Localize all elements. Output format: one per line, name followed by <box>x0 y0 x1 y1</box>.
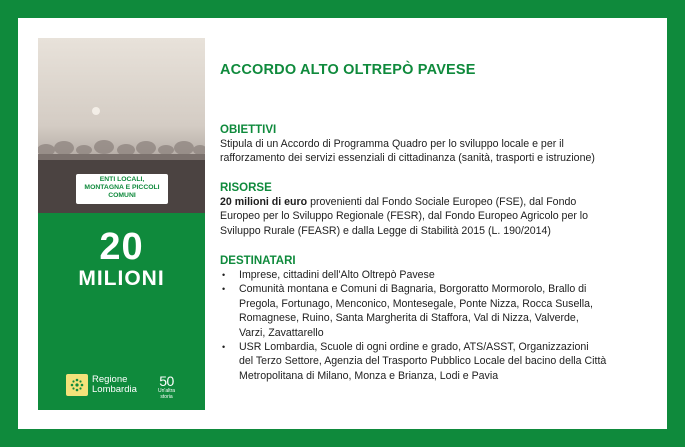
section-text <box>220 137 650 166</box>
text-line: • Comunità montana e Comuni di Bagnaria, Borgoratto Mormorolo, Brallo di <box>239 283 587 296</box>
text-line: • USR Lombardia, Scuole di ogni ordine e grado, ATS/ASST, Organizzazioni <box>239 341 589 354</box>
amount-unit: MILIONI <box>78 267 165 290</box>
text-line <box>220 195 650 209</box>
regione-lombardia-logo <box>66 374 137 396</box>
amount-number: 20 <box>99 226 144 268</box>
recipients-list <box>220 268 650 383</box>
text-line: del Terzo Settore, Agenzia del Trasporto Pubblico Locale del bacino della Città <box>239 355 607 368</box>
rosa-camuna-icon <box>66 374 88 396</box>
badge-number: 50 <box>159 373 174 389</box>
side-panel <box>38 38 205 410</box>
info-card <box>18 18 667 429</box>
tree-line <box>38 140 205 156</box>
content-area <box>220 62 660 382</box>
text-line: rafforzamento dei servizi essenziali di cittadinanza (sanità, trasporti e istruzione) <box>220 152 595 165</box>
text-line: Pregola, Fortunago, Menconico, Montesegale, Ponte Nizza, Rocca Susella, <box>239 297 593 310</box>
logo-text: Regione Lombardia <box>92 374 137 395</box>
section-heading: OBIETTIVI <box>220 124 277 136</box>
text-line: • Imprese, cittadini dell'Alto Oltrepò Pavese <box>239 269 435 281</box>
list-item <box>220 268 650 282</box>
section-obiettivi <box>220 124 650 166</box>
text-span: provenienti dal Fondo Sociale Europeo (FSE), dal Fondo <box>307 196 577 208</box>
section-heading: RISORSE <box>220 182 272 194</box>
badge-subtitle: Un'altra storia <box>158 388 176 400</box>
text-line: Sviluppo Rurale (FEASR) e dalla Legge di Stabilità 2015 (L. 190/2014) <box>220 224 551 237</box>
text-line: Romagnese, Ruino, Santa Margherita di Staffora, Val di Nizza, Valverde, <box>239 312 579 325</box>
text-line: Metropolitana di Milano, Monza e Brianza, Lodi e Pavia <box>239 369 499 382</box>
section-text <box>220 195 650 238</box>
section-risorse <box>220 182 650 238</box>
sun-disc <box>92 107 100 115</box>
list-item <box>220 340 650 383</box>
category-tag: ENTI LOCALI, MONTAGNA E PICCOLI COMUNI <box>76 174 168 204</box>
list-item <box>220 282 650 340</box>
bold-amount: 20 milioni di euro <box>220 196 308 208</box>
section-destinatari <box>220 255 650 383</box>
text-line: Stipula di un Accordo di Programma Quadro per lo sviluppo locale e per il <box>220 138 564 150</box>
text-line: Europeo per lo Sviluppo Regionale (FESR), dal Fondo Europeo Agricolo per lo <box>220 210 589 223</box>
page-title: ACCORDO ALTO OLTREPÒ PAVESE <box>220 62 476 78</box>
anniversary-badge <box>158 374 175 400</box>
text-line: Varzi, Zavattarello <box>239 326 324 339</box>
section-heading: DESTINATARI <box>220 255 296 267</box>
